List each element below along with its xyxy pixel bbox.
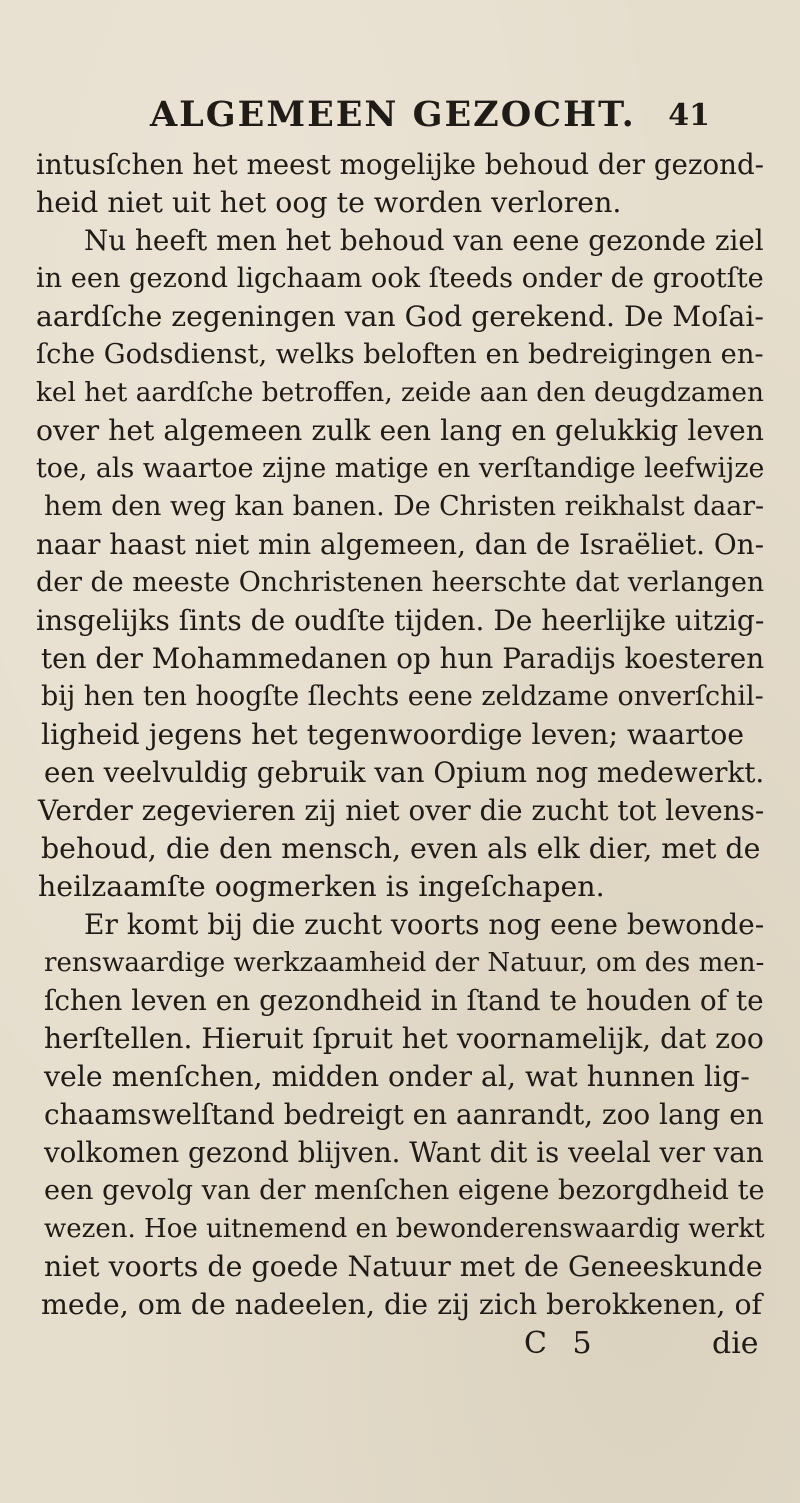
text-line: herſtellen. Hieruit ſpruit het voornamelijk, dat zoo xyxy=(44,1022,764,1055)
text-line: kel het aardſche betroffen, zeide aan den deugdzamen xyxy=(36,378,764,408)
text-line: bij hen ten hoogſte ſlechts eene zeldzame onverſchil- xyxy=(41,681,764,712)
text-line: heilzaamſte oogmerken is ingeſchapen. xyxy=(38,870,605,903)
text-line: wezen. Hoe uitnemend en bewonderenswaardig werkt xyxy=(44,1214,765,1244)
text-line: mede, om de nadeelen, die zij zich berokkenen, of xyxy=(41,1288,763,1321)
catchword: die xyxy=(712,1326,759,1361)
text-line: toe, als waartoe zijne matige en verſtandige leefwijze xyxy=(36,453,765,484)
text-line: ten der Mohammedanen op hun Paradijs koesteren xyxy=(41,642,765,675)
text-line: een veelvuldig gebruik van Opium nog medewerkt. xyxy=(44,756,765,789)
text-line: in een gezond ligchaam ook ſteeds onder de grootſte xyxy=(36,263,764,294)
text-line: behoud, die den mensch, even als elk dier, met de xyxy=(41,832,761,865)
text-line: chaamswelſtand bedreigt en aanrandt, zoo lang en xyxy=(44,1098,764,1131)
text-line: Er komt bij die zucht voorts nog eene bewonde- xyxy=(84,908,765,941)
text-line: der de meeste Onchristenen heerschte dat verlangen xyxy=(36,567,765,598)
text-line: renswaardige werkzaamheid der Natuur, om des men- xyxy=(44,948,765,978)
signature-mark: C 5 xyxy=(524,1326,600,1361)
text-line: insgelijks ſints de oudſte tijden. De heerlijke uitzig- xyxy=(36,604,765,637)
page-header xyxy=(150,94,710,138)
running-title: ALGEMEEN GEZOCHT. xyxy=(150,94,636,135)
text-line: over het algemeen zulk een lang en gelukkig leven xyxy=(36,414,764,447)
text-line: naar haast niet min algemeen, dan de Israëliet. On- xyxy=(36,528,764,561)
text-line: Nu heeft men het behoud van eene gezonde ziel xyxy=(84,224,764,257)
text-line: ſchen leven en gezondheid in ſtand te houden of te xyxy=(44,984,764,1017)
text-line: ſche Godsdienst, welks beloften en bedreigingen en- xyxy=(36,339,764,370)
text-line: niet voorts de goede Natuur met de Geneeskunde xyxy=(44,1250,763,1283)
text-line: ligheid jegens het tegenwoordige leven; waartoe xyxy=(41,718,745,751)
text-line: aardſche zegeningen van God gerekend. De Moſai- xyxy=(36,300,764,333)
text-line: Verder zegevieren zij niet over die zucht tot levens- xyxy=(38,794,765,827)
text-line: intusſchen het meest mogelijke behoud der gezond- xyxy=(36,148,765,181)
text-line: een gevolg van der menſchen eigene bezorgdheid te xyxy=(44,1175,765,1206)
text-line: volkomen gezond blijven. Want dit is veelal ver van xyxy=(44,1136,764,1169)
text-line: vele menſchen, midden onder al, wat hunnen lig- xyxy=(44,1060,750,1093)
text-line: heid niet uit het oog te worden verloren. xyxy=(36,186,622,219)
text-line: hem den weg kan banen. De Christen reikhalst daar- xyxy=(44,491,765,522)
page-number: 41 xyxy=(668,98,710,133)
